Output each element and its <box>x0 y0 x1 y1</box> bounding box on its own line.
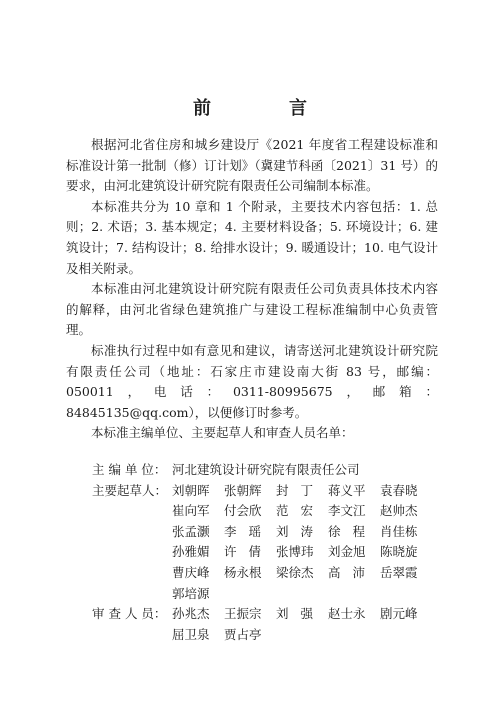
personnel-list <box>92 460 432 645</box>
reviewer-label: 审 查 人 员： <box>92 606 167 622</box>
drafter-person-name: 梁徐杰 <box>276 564 314 580</box>
paragraph-contents: 本标准共分为 10 章和 1 个附录，主要技术内容包括：1. 总则；2. 术语；3. 基本规定；4. 主要材料设备；5. 环境设计；6. 建筑设计；7. 结构设计；8. 给排水设计；9. 暖通设计；10. 电气设计及相关附录。 <box>66 198 438 276</box>
drafter-row <box>92 563 432 584</box>
drafter-label-spacer <box>92 542 172 563</box>
drafter-person-name: 蒋义平 <box>328 482 366 498</box>
chief-unit-row <box>92 460 432 481</box>
reviewer-person-name: 屈卫泉 <box>172 626 210 642</box>
chief-unit-label: 主 编 单 位： <box>92 462 167 477</box>
drafter-names <box>172 481 432 502</box>
drafter-label-spacer <box>92 584 172 605</box>
drafter-row <box>92 481 432 502</box>
drafter-label-spacer <box>92 563 172 584</box>
drafter-row <box>92 501 432 522</box>
paragraph-basis: 根据河北省住房和城乡建设厅《2021 年度省工程建设标准和标准设计第一批制（修）订计划》（冀建节科函〔2021〕31 号）的要求，由河北建筑设计研究院有限责任公司编制本标准。 <box>66 137 438 194</box>
preface-body <box>66 135 438 444</box>
reviewer-person-name: 赵士永 <box>328 606 366 622</box>
drafter-person-name: 付会欣 <box>224 503 262 519</box>
drafter-person-name: 袁春晓 <box>380 482 418 498</box>
drafter-person-name: 高沛 <box>328 564 378 580</box>
drafter-person-name: 许倩 <box>224 544 274 560</box>
reviewer-person-name: 刘强 <box>276 606 326 622</box>
reviewer-person-name: 孙兆杰 <box>172 606 210 622</box>
drafter-names <box>172 584 224 605</box>
drafter-label: 主要起草人： <box>92 482 168 498</box>
drafter-names <box>172 501 432 522</box>
reviewer-row <box>92 625 432 646</box>
drafter-person-name: 刘朝晖 <box>172 482 210 498</box>
drafter-person-name: 张朝辉 <box>224 482 262 498</box>
drafter-person-name: 封丁 <box>276 482 326 498</box>
paragraph-feedback: 标准执行过程中如有意见和建议，请寄送河北建筑设计研究院有限责任公司（地址：石家庄市建设南大街 83 号，邮编：050011，电话：0311-80995675，邮箱：84845135@qq.com），以便修订时参考。 <box>66 342 438 420</box>
drafter-row <box>92 542 432 563</box>
drafter-names <box>172 563 432 584</box>
reviewers-block <box>92 604 432 645</box>
paragraph-personnel-intro: 本标准主编单位、主要起草人和审查人员名单： <box>91 425 354 441</box>
drafter-person-name: 孙雅媚 <box>172 544 210 560</box>
drafter-label-spacer <box>92 501 172 522</box>
drafter-person-name: 肖佳栋 <box>380 523 418 539</box>
drafter-person-name: 李瑶 <box>224 523 274 539</box>
drafter-person-name: 刘金旭 <box>328 544 366 560</box>
reviewer-person-name: 贾占亭 <box>224 626 262 642</box>
drafter-row <box>92 522 432 543</box>
drafter-label-spacer <box>92 522 172 543</box>
drafter-names <box>172 542 432 563</box>
drafter-person-name: 刘涛 <box>276 523 326 539</box>
reviewer-person-name: 王振宗 <box>224 606 262 622</box>
paragraph-interpretation: 本标准由河北建筑设计研究院有限责任公司负责具体技术内容的解释，由河北省绿色建筑推广与建设工程标准编制中心负责管理。 <box>66 281 438 338</box>
drafter-row <box>92 584 432 605</box>
drafter-person-name: 岳翠霞 <box>380 564 418 580</box>
drafter-person-name: 郭培源 <box>172 585 210 601</box>
drafter-person-name: 陈晓旋 <box>380 544 418 560</box>
drafter-person-name: 曹庆峰 <box>172 564 210 580</box>
reviewer-label-spacer <box>92 625 172 646</box>
drafter-person-name: 崔向军 <box>172 503 210 519</box>
chief-unit-value: 河北建筑设计研究院有限责任公司 <box>172 462 360 477</box>
reviewer-names <box>172 625 276 646</box>
drafter-person-name: 张孟灏 <box>172 523 210 539</box>
drafter-names <box>172 522 432 543</box>
reviewer-row <box>92 604 432 625</box>
reviewer-names <box>172 604 432 625</box>
drafters-block <box>92 481 432 605</box>
drafter-person-name: 杨永根 <box>224 564 262 580</box>
drafter-person-name: 张博玮 <box>276 544 314 560</box>
reviewer-person-name: 剧元峰 <box>380 606 418 622</box>
page-title: 前 言 <box>193 98 337 119</box>
drafter-person-name: 李文江 <box>328 503 366 519</box>
drafter-person-name: 徐程 <box>328 523 378 539</box>
drafter-person-name: 范宏 <box>276 503 326 519</box>
drafter-person-name: 赵帅杰 <box>380 503 418 519</box>
